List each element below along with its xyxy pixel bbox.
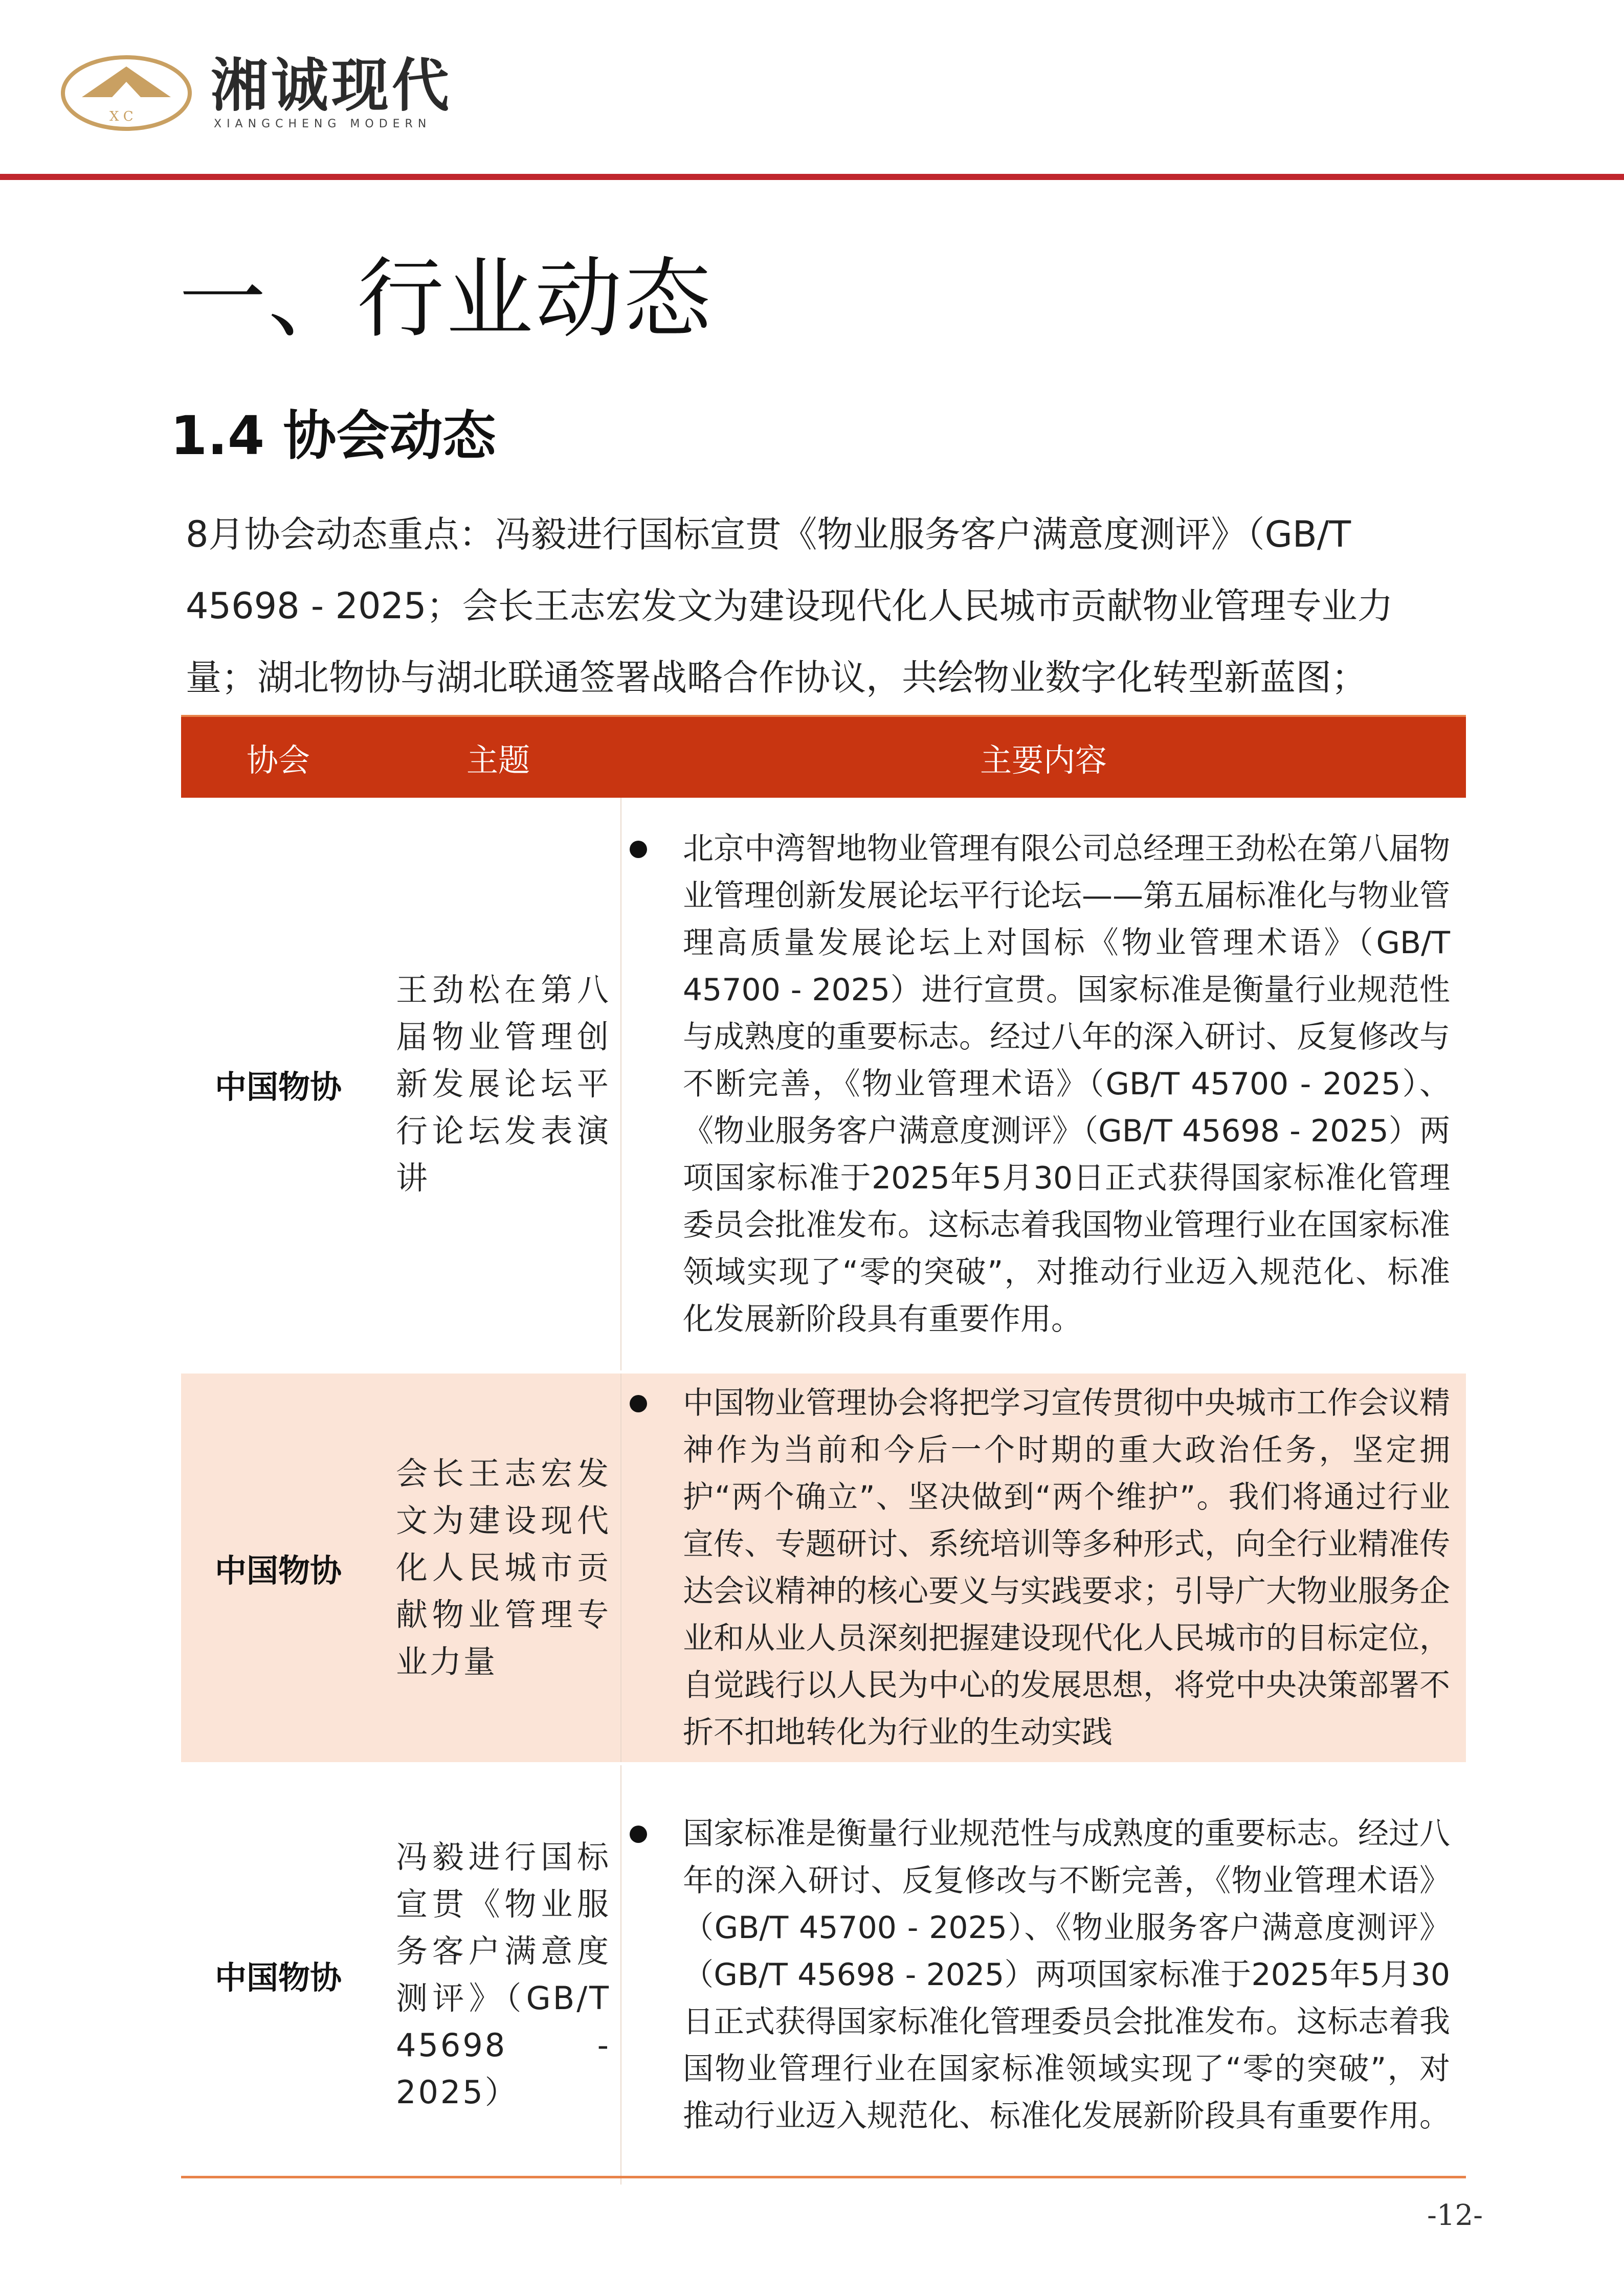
table-row: [181, 798, 1466, 1370]
association-cell: 中国物协: [214, 1959, 342, 1996]
table-row: [181, 1374, 1466, 1762]
bullet-dot-icon: [630, 1826, 647, 1843]
column-header-content: 主要内容: [621, 716, 1466, 798]
xiangcheng-logo-icon: [60, 55, 192, 131]
page-header: [0, 0, 1624, 184]
intro-line: 8月协会动态重点：冯毅进行国标宣贯《物业服务客户满意度测评》（GB/T: [186, 513, 1351, 555]
section-title: 一、行业动态: [179, 249, 714, 350]
association-news-table: [181, 715, 1466, 2185]
column-header-association: 协会: [181, 716, 375, 798]
page-number: -12-: [1427, 2199, 1483, 2232]
subsection-title: 1.4 协会动态: [170, 404, 496, 467]
bullet-item: [621, 1374, 1466, 1762]
intro-line: 45698 - 2025；会长王志宏发文为建设现代化人民城市贡献物业管理专业力: [186, 585, 1393, 627]
brand-name-en: XIANGCHENG MODERN: [214, 118, 432, 130]
topic-cell: [375, 1374, 621, 1762]
svg-text:X C: X C: [109, 109, 134, 124]
topic-text: 王劲松在第八届物业管理创新发展论坛平行论坛发表演讲: [396, 971, 611, 1197]
content-cell: [621, 798, 1466, 1370]
bullet-dot-icon: [630, 841, 647, 858]
bullet-item: [621, 1804, 1466, 2146]
brand-name: 湘诚现代: [211, 53, 452, 119]
header-divider: [0, 174, 1624, 180]
association-cell: 中国物协: [181, 1374, 375, 1762]
topic-cell: [375, 1765, 621, 2185]
topic-text: 冯毅进行国标宣贯《物业服务客户满意度测评》（GB/T 45698 - 2025）: [396, 1838, 611, 2111]
content-text: 国家标准是衡量行业规范性与成熟度的重要标志。经过八年的深入研讨、反复修改与不断完善，《物业管理术语》（GB/T 45700 - 2025）、《物业服务客户满意度测评》（GB/T 45698 - 2025）两项国家标准于2025年5月30日正式获得国家标准化管理委员会批准发布。这标志着我国物业管理行业在国家标准领域实现了“零的突破”，对推动行业迈入规范化、标准化发展新阶段具有重要作用。: [683, 1816, 1450, 2134]
association-cell: 中国物协: [214, 1068, 342, 1106]
bullet-dot-icon: [630, 1395, 647, 1412]
bullet-item: [621, 819, 1466, 1349]
intro-paragraph: [186, 499, 1464, 713]
content-text: 中国物业管理协会将把学习宣传贯彻中央城市工作会议精神作为当前和今后一个时期的重大政治任务，坚定拥护“两个确立”、坚决做到“两个维护”。我们将通过行业宣传、专题研讨、系统培训等多种形式，向全行业精准传达会议精神的核心要义与实践要求；引导广大物业服务企业和从业人员深刻把握建设现代化人民城市的目标定位，自觉践行以人民为中心的发展思想，将党中央决策部署不折不扣地转化为行业的生动实践: [683, 1385, 1450, 1750]
footer-divider: [181, 2176, 1466, 2178]
intro-line: 量；湖北物协与湖北联通签署战略合作协议，共绘物业数字化转型新蓝图；: [186, 657, 1367, 699]
content-cell: [621, 1765, 1466, 2185]
content-text: 北京中湾智地物业管理有限公司总经理王劲松在第八届物业管理创新发展论坛平行论坛——第五届标准化与物业管理高质量发展论坛上对国标《物业管理术语》（GB/T 45700 - 2025）进行宣贯。国家标准是衡量行业规范性与成熟度的重要标志。经过八年的深入研讨、反复修改与不断完善，《物业管理术语》（GB/T 45700 - 2025）、《物业服务客户满意度测评》（GB/T 45698 - 2025）两项国家标准于2025年5月30日正式获得国家标准化管理委员会批准发布。这标志着我国物业管理行业在国家标准领域实现了“零的突破”，对推动行业迈入规范化、标准化发展新阶段具有重要作用。: [683, 831, 1450, 1337]
table-header-row: [181, 716, 1466, 798]
column-header-topic: 主题: [375, 716, 621, 798]
table-row: [181, 1765, 1466, 2185]
topic-cell: [375, 798, 621, 1370]
content-cell: [621, 1374, 1466, 1762]
topic-text: 会长王志宏发文为建设现代化人民城市贡献物业管理专业力量: [396, 1455, 611, 1680]
